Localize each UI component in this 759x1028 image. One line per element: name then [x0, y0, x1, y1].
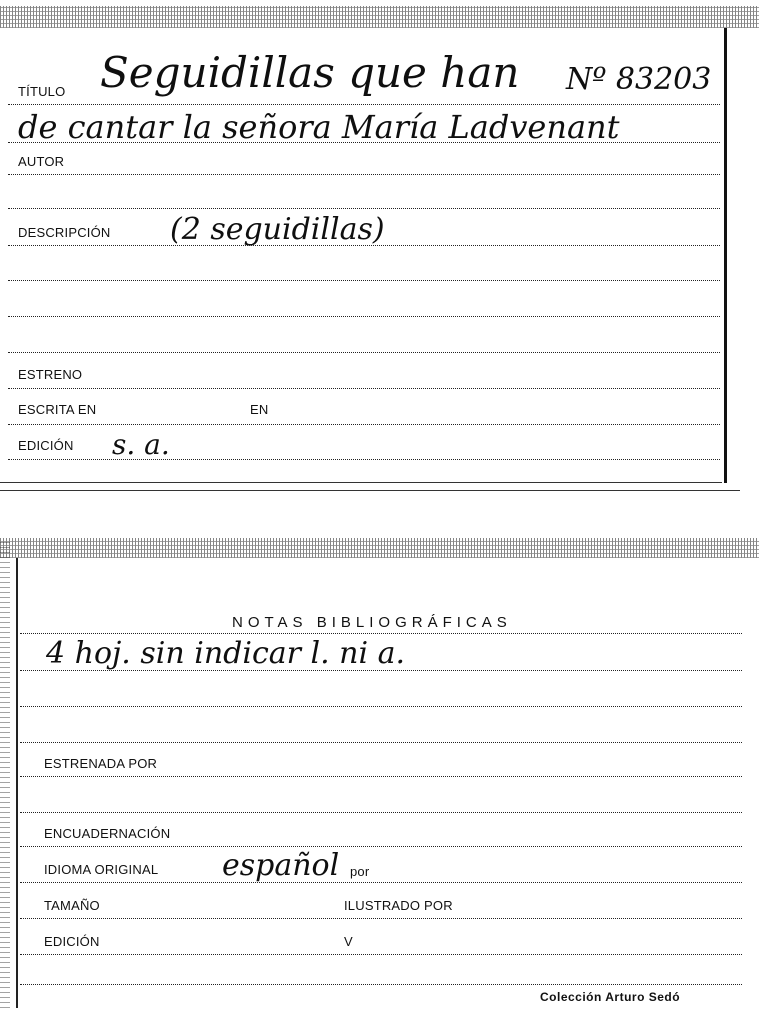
label-v: V: [344, 934, 353, 949]
titulo-line: [8, 104, 720, 105]
label-por: por: [350, 864, 370, 879]
estreno-line: [8, 388, 720, 389]
handwritten-notas: 4 hoj. sin indicar l. ni a.: [46, 636, 406, 671]
edicion-bottom-line-2: [20, 984, 742, 985]
label-titulo: TÍTULO: [18, 84, 66, 99]
card-top-bottom-border: [0, 490, 740, 491]
descripcion-line-3: [8, 316, 720, 317]
estrenada-line-2: [20, 812, 742, 813]
handwritten-descripcion: (2 seguidillas): [170, 212, 385, 247]
card-top-right-border: [724, 28, 727, 483]
notas-line-2: [20, 670, 742, 671]
card-bottom-left-texture: [0, 538, 10, 1008]
card-top-base-line: [0, 482, 722, 483]
card-bottom-left-border: [16, 558, 18, 1008]
notas-line: [20, 633, 742, 634]
handwritten-catalog-number: Nº 83203: [566, 62, 712, 97]
label-idioma-original: IDIOMA ORIGINAL: [44, 862, 159, 877]
notas-line-3: [20, 706, 742, 707]
autor-line: [8, 174, 720, 175]
label-escrita-en: ESCRITA EN: [18, 402, 97, 417]
descripcion-line: [8, 245, 720, 246]
descripcion-line-2: [8, 280, 720, 281]
label-tamano: TAMAÑO: [44, 898, 100, 913]
estrenada-line: [20, 776, 742, 777]
escrita-line: [8, 424, 720, 425]
label-ilustrado-por: ILUSTRADO POR: [344, 898, 453, 913]
handwritten-edicion: s. a.: [112, 428, 170, 461]
edicion-line: [8, 459, 720, 460]
tamano-line: [20, 918, 742, 919]
titulo-line-2: [8, 142, 720, 143]
edicion-bottom-line: [20, 954, 742, 955]
handwritten-title-line2: de cantar la señora María Ladvenant: [18, 108, 620, 146]
handwritten-title-line1: Seguidillas que han: [100, 48, 520, 97]
catalog-card-bottom: [0, 538, 759, 1008]
collection-footer: Colección Arturo Sedó: [540, 990, 681, 1004]
label-encuadernacion: ENCUADERNACIÓN: [44, 826, 171, 841]
descripcion-line-4: [8, 352, 720, 353]
label-en: EN: [250, 402, 269, 417]
autor-line-2: [8, 208, 720, 209]
label-descripcion: DESCRIPCIÓN: [18, 225, 111, 240]
idioma-line: [20, 882, 742, 883]
label-estreno: ESTRENO: [18, 367, 83, 382]
label-estrenada-por: ESTRENADA POR: [44, 756, 158, 771]
label-edicion-top: EDICIÓN: [18, 438, 74, 453]
encuadernacion-line: [20, 846, 742, 847]
card-bottom-edge-texture: [0, 538, 759, 558]
label-autor: AUTOR: [18, 154, 65, 169]
handwritten-idioma: español: [222, 848, 340, 883]
label-edicion-bottom: EDICIÓN: [44, 934, 100, 949]
label-notas-bibliograficas: NOTAS BIBLIOGRÁFICAS: [232, 614, 512, 631]
notas-line-4: [20, 742, 742, 743]
card-top-edge-texture: [0, 6, 759, 28]
catalog-card-top: [0, 0, 759, 492]
